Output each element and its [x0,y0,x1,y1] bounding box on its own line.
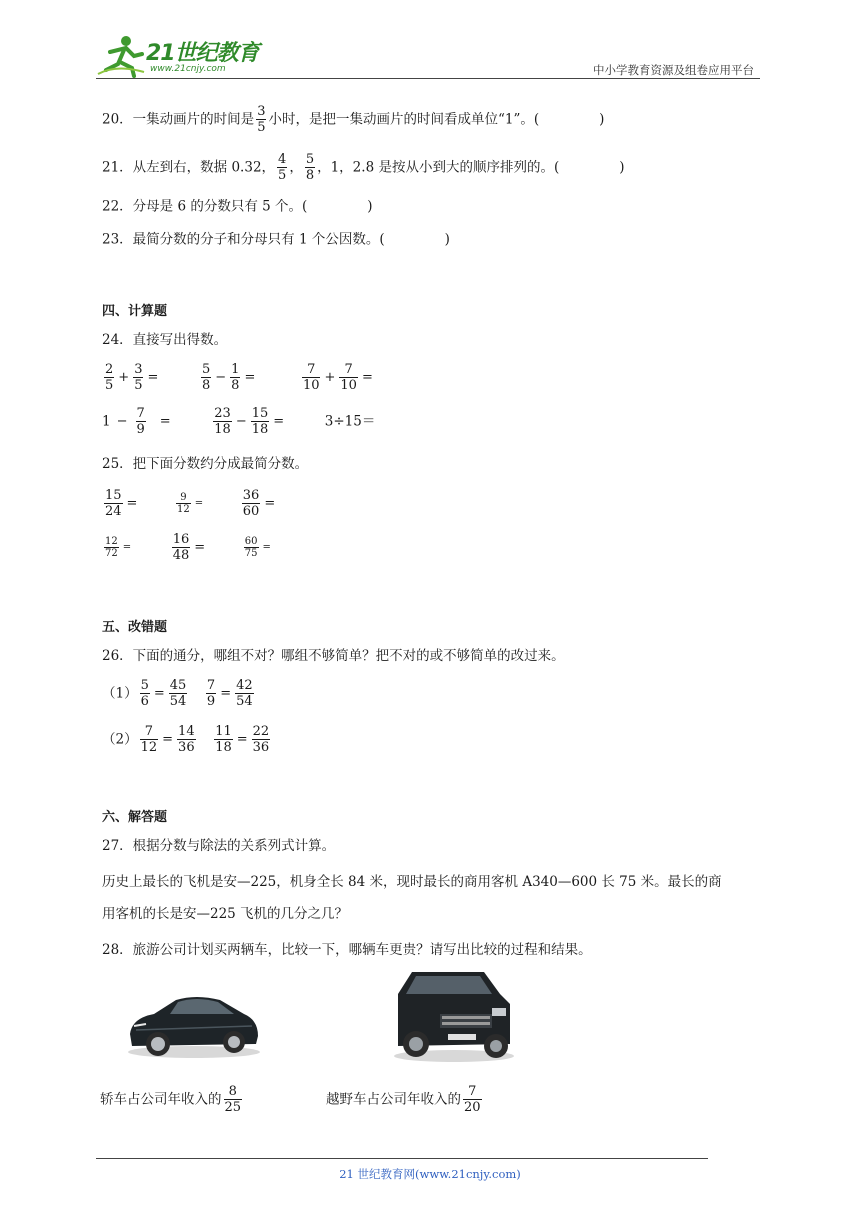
runner-logo-icon [96,34,148,78]
q24-row-2: 1 − $\frac{7}{9}$ = $\frac{23}{18}$ − $\frac{15}{18}$ = 3÷15＝ [102,406,376,437]
question-23: 23．最简分数的分子和分母只有 1 个公因数。( ) [102,231,450,248]
footer-rule [96,1158,708,1159]
suv-car-image [388,964,518,1064]
q24-row-1: $\frac{2}{5}$ + $\frac{3}{5}$ = $\frac{5}{8}$ − $\frac{1}{8}$ = $\frac{7}{10}$ + $\frac{7}{10}$ = [105,362,373,393]
question-27: 27．根据分数与除法的关系列式计算。 [102,838,336,854]
fraction: $\frac{5}{8}$ [305,152,315,183]
q25-row-1: $\frac{15}{24}$ = $\frac{9}{12}$ = $\frac{36}{60}$ = [105,488,276,519]
sedan-caption: 轿车占公司年收入的 $\frac{8}{25}$ [100,1084,242,1115]
logo-title: 21世纪教育 [146,41,259,66]
question-21: 21．从左到右，数据 0.32， $\frac{4}{5}$ ， $\frac{5}{8}$ ，1，2.8 是按从小到大的顺序排列的。( ) [102,152,625,183]
section-6-title: 六、解答题 [102,810,168,825]
fraction: $\frac{4}{5}$ [278,152,287,183]
section-5-title: 五、改错题 [102,620,168,635]
footer-text: 21 世纪教育网(www.21cnjy.com) [339,1167,521,1181]
question-20: 20．一集动画片的时间是 $\frac{3}{5}$ 小时，是把一集动画片的时间看成单位“1”。( ) [102,104,605,135]
question-26: 26．下面的通分，哪组不对？哪组不够简单？把不对的或不够简单的改过来。 [102,648,565,664]
section-4-title: 四、计算题 [102,304,168,319]
question-22: 22．分母是 6 的分数只有 5 个。( ) [102,198,373,215]
question-28: 28．旅游公司计划买两辆车，比较一下，哪辆车更贵？请写出比较的过程和结果。 [102,942,592,958]
suv-caption: 越野车占公司年收入的 $\frac{7}{20}$ [326,1084,481,1115]
header-rule [96,78,760,79]
header-logo [96,34,266,78]
q26-line-2: （2） $\frac{7}{12}$ = $\frac{14}{36}$ $\frac{11}{18}$ = $\frac{22}{36}$ [102,724,270,755]
question-25: 25．把下面分数约分成最简分数。 [102,456,309,472]
header-right-text: 中小学教育资源及组卷应用平台 [593,63,754,77]
q25-row-2: $\frac{12}{72}$ = $\frac{16}{48}$ = $\frac{60}{75}$ = [105,532,271,563]
fraction: $\frac{3}{5}$ [257,104,266,135]
logo-url: www.21cnjy.com [150,64,226,74]
q27-body-2: 用客机的长是安—225 飞机的几分之几？ [102,906,349,922]
q27-body-1: 历史上最长的飞机是安—225，机身全长 84 米，现时最长的商用客机 A340—600 长 75 米。最长的商 [102,874,722,890]
q26-line-1: （1） $\frac{5}{6}$ = $\frac{45}{54}$ $\frac{7}{9}$ = $\frac{42}{54}$ [102,678,253,709]
question-24: 24．直接写出得数。 [102,332,228,348]
sedan-car-image [124,986,264,1066]
